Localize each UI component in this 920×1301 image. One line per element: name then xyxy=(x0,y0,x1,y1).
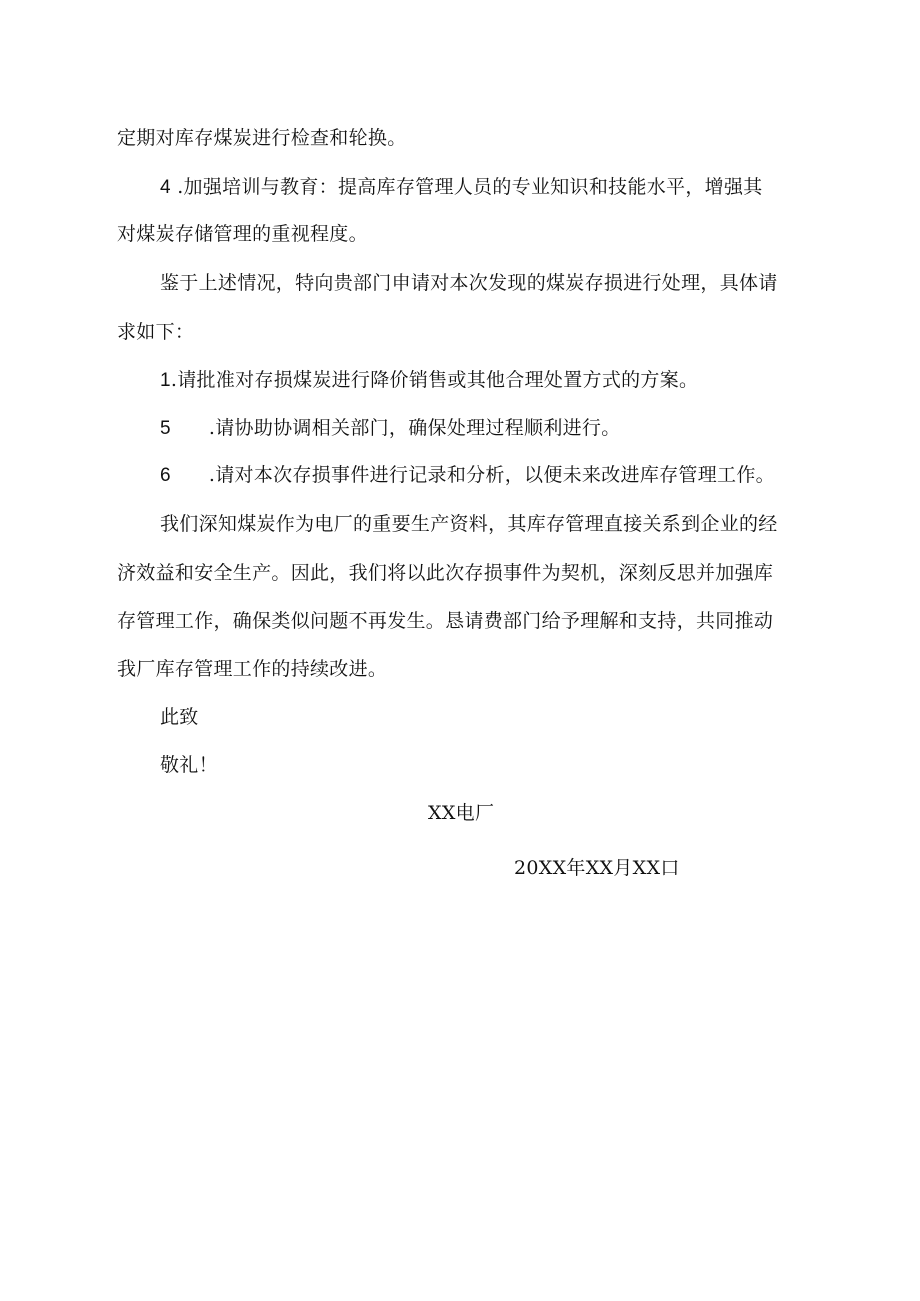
paragraph-line: 济效益和安全生产。因此，我们将以此次存损事件为契机，深刻反思并加强库 xyxy=(117,562,774,584)
paragraph-line: 存管理工作，确保类似问题不再发生。恳请费部门给予理解和支持，共同推动 xyxy=(117,610,774,632)
list-item-1 xyxy=(160,368,698,393)
list-number: 4 xyxy=(160,177,171,198)
sender-name: XX电厂 xyxy=(428,802,495,824)
list-item-text: .请对本次存损事件进行记录和分析，以便未来改进库存管理工作。 xyxy=(208,464,775,486)
list-number: 1 xyxy=(160,370,171,391)
list-item-text: .请协助协调相关部门，确保处理过程顺利进行。 xyxy=(208,417,621,439)
closing-phrase: 此致 xyxy=(160,706,199,728)
list-item-5 xyxy=(160,416,621,441)
list-item-4 xyxy=(160,175,763,200)
list-number: 6 xyxy=(160,465,171,486)
paragraph-line: 我厂库存管理工作的持续改进。 xyxy=(117,658,388,680)
list-number: 5 xyxy=(160,418,171,439)
paragraph-line: 定期对库存煤炭进行检查和轮换。 xyxy=(117,127,407,149)
salutation: 敬礼！ xyxy=(160,754,218,776)
paragraph-line: 鉴于上述情况，特向贵部门申请对本次发现的煤炭存损进行处理，具体请 xyxy=(160,272,778,294)
paragraph-line: 我们深知煤炭作为电厂的重要生产资料，其库存管理直接关系到企业的经 xyxy=(160,513,778,535)
paragraph-line: 对煤炭存储管理的重视程度。 xyxy=(117,223,368,245)
letter-date: 20XX年XX月XX口 xyxy=(514,857,680,879)
paragraph-line: 求如下： xyxy=(117,321,195,343)
list-item-6 xyxy=(160,463,775,488)
list-item-text: .加强培训与教育：提高库存管理人员的专业知识和技能水平，增强其 xyxy=(170,176,763,198)
list-item-text: .请批准对存损煤炭进行降价销售或其他合理处置方式的方案。 xyxy=(170,369,699,391)
